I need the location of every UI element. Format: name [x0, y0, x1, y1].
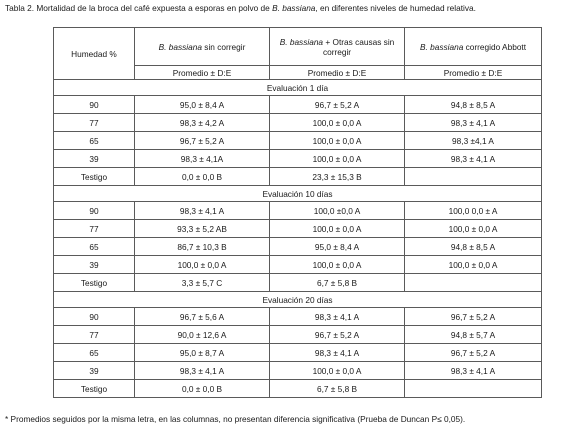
humidity-cell: 39	[54, 150, 135, 168]
header-col-other-causes	[270, 28, 405, 66]
header-humidity: Humedad %	[54, 28, 135, 80]
section-title: Evaluación 10 días	[54, 186, 542, 202]
section-header-row	[54, 80, 542, 96]
table-row	[54, 326, 542, 344]
humidity-cell: 39	[54, 362, 135, 380]
humidity-cell: 39	[54, 256, 135, 274]
value-cell: 94,8 ± 8,5 A	[405, 96, 542, 114]
humidity-cell: 77	[54, 220, 135, 238]
humidity-cell: 77	[54, 114, 135, 132]
value-cell: 98,3 ± 4,1 A	[270, 308, 405, 326]
value-cell: 96,7 ± 5,2 A	[270, 96, 405, 114]
value-cell	[405, 274, 542, 292]
value-cell: 98,3 ± 4,1 A	[405, 362, 542, 380]
value-cell: 100,0 ± 0,0 A	[405, 256, 542, 274]
table-row	[54, 256, 542, 274]
value-cell: 98,3 ± 4,1 A	[405, 150, 542, 168]
header-col-uncorrected	[135, 28, 270, 66]
value-cell: 100,0 ± 0,0 A	[270, 150, 405, 168]
section-title: Evaluación 20 días	[54, 292, 542, 308]
value-cell: 96,7 ± 5,2 A	[135, 132, 270, 150]
value-cell: 100,0 ± 0,0 A	[270, 256, 405, 274]
value-cell: 86,7 ± 10,3 B	[135, 238, 270, 256]
value-cell: 100,0 ± 0,0 A	[270, 362, 405, 380]
table-caption	[5, 3, 567, 14]
header-col3-species: B. bassiana	[419, 41, 464, 52]
value-cell: 94,8 ± 8,5 A	[405, 238, 542, 256]
header-col2-species: B. bassiana	[279, 36, 324, 47]
value-cell: 95,0 ± 8,4 A	[135, 96, 270, 114]
value-cell: 100,0 0,0 ± A	[405, 202, 542, 220]
caption-suffix: , en diferentes niveles de humedad relativa.	[315, 3, 476, 13]
subheader-cell: Promedio ± D:E	[135, 66, 270, 80]
value-cell: 100,0 ± 0,0 A	[135, 256, 270, 274]
value-cell: 100,0 ± 0,0 A	[405, 220, 542, 238]
value-cell: 3,3 ± 5,7 C	[135, 274, 270, 292]
humidity-cell: Testigo	[54, 380, 135, 398]
humidity-cell: 90	[54, 308, 135, 326]
value-cell: 6,7 ± 5,8 B	[270, 274, 405, 292]
humidity-cell: 65	[54, 238, 135, 256]
humidity-cell: 65	[54, 344, 135, 362]
value-cell: 98,3 ± 4,1 A	[405, 114, 542, 132]
value-cell: 100,0 ± 0,0 A	[270, 114, 405, 132]
table-row	[54, 274, 542, 292]
caption-species: B. bassiana	[272, 3, 316, 13]
value-cell: 98,3 ± 4,1 A	[270, 344, 405, 362]
table-row	[54, 132, 542, 150]
value-cell: 96,7 ± 5,2 A	[270, 326, 405, 344]
header-row	[54, 28, 542, 66]
value-cell: 98,3 ± 4,1A	[135, 150, 270, 168]
value-cell: 96,7 ± 5,2 A	[405, 344, 542, 362]
value-cell: 93,3 ± 5,2 AB	[135, 220, 270, 238]
value-cell: 96,7 ± 5,2 A	[405, 308, 542, 326]
table-row	[54, 362, 542, 380]
subheader-cell: Promedio ± D:E	[405, 66, 542, 80]
table-row	[54, 380, 542, 398]
value-cell: 98,3 ± 4,1 A	[135, 362, 270, 380]
subheader-cell: Promedio ± D:E	[270, 66, 405, 80]
value-cell: 95,0 ± 8,7 A	[135, 344, 270, 362]
table-row	[54, 114, 542, 132]
header-col2-rest: + Otras causas sin corregir	[322, 36, 395, 57]
humidity-cell: Testigo	[54, 168, 135, 186]
header-col1-rest: sin corregir	[202, 41, 246, 52]
value-cell: 94,8 ± 5,7 A	[405, 326, 542, 344]
humidity-cell: 90	[54, 202, 135, 220]
humidity-cell: 65	[54, 132, 135, 150]
table-row	[54, 220, 542, 238]
humidity-cell: Testigo	[54, 274, 135, 292]
table-footnote: * Promedios seguidos por la misma letra, en las columnas, no presentan diferencia significativa (Prueba de Duncan P≤ 0,05).	[5, 414, 466, 424]
value-cell	[405, 168, 542, 186]
table-row	[54, 344, 542, 362]
value-cell: 0,0 ± 0,0 B	[135, 168, 270, 186]
value-cell: 100,0 ± 0,0 A	[270, 132, 405, 150]
table-row	[54, 202, 542, 220]
value-cell: 95,0 ± 8,4 A	[270, 238, 405, 256]
value-cell: 90,0 ± 12,6 A	[135, 326, 270, 344]
humidity-cell: 90	[54, 96, 135, 114]
humidity-cell: 77	[54, 326, 135, 344]
caption-prefix: Tabla 2. Mortalidad de la broca del café expuesta a esporas en polvo de	[5, 3, 273, 13]
header-col1-species: B. bassiana	[158, 41, 202, 52]
section-header-row	[54, 186, 542, 202]
section-header-row	[54, 292, 542, 308]
value-cell: 0,0 ± 0,0 B	[135, 380, 270, 398]
value-cell: 100,0 ±0,0 A	[270, 202, 405, 220]
table-row	[54, 238, 542, 256]
value-cell: 98,3 ± 4,2 A	[135, 114, 270, 132]
table-row	[54, 150, 542, 168]
value-cell: 96,7 ± 5,6 A	[135, 308, 270, 326]
value-cell	[405, 380, 542, 398]
header-col3-rest: corregido Abbott	[463, 41, 527, 52]
value-cell: 100,0 ± 0,0 A	[270, 220, 405, 238]
table-row	[54, 168, 542, 186]
table-row	[54, 308, 542, 326]
value-cell: 98,3 ±4,1 A	[405, 132, 542, 150]
mortality-table	[53, 27, 542, 398]
section-title: Evaluación 1 día	[54, 80, 542, 96]
table-row	[54, 96, 542, 114]
value-cell: 98,3 ± 4,1 A	[135, 202, 270, 220]
value-cell: 23,3 ± 15,3 B	[270, 168, 405, 186]
value-cell: 6,7 ± 5,8 B	[270, 380, 405, 398]
header-col-abbott	[405, 28, 542, 66]
